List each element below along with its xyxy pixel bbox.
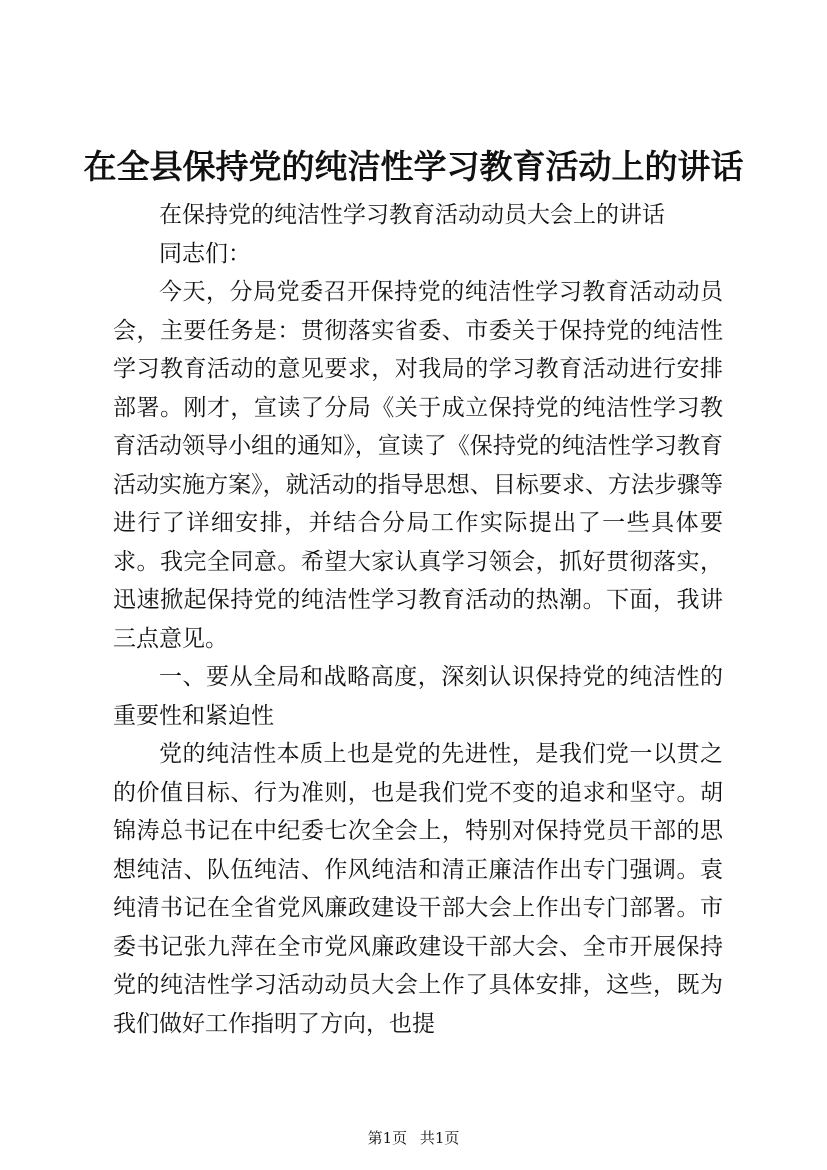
paragraph-salutation: 同志们： — [159, 240, 251, 267]
document-title: 在全县保持党的纯洁性学习教育活动上的讲话 — [83, 147, 744, 186]
paragraph-subtitle: 在保持党的纯洁性学习教育活动动员大会上的讲话 — [159, 202, 665, 228]
paragraph-intro: 今天，分局党委召开保持党的纯洁性学习教育活动动员会，主要任务是：贯彻落实省委、市委关于保持党的纯洁性学习教育活动的意见要求，对我局的学习教育活动进行安排部署。刚才，宣读了分局《关于成立保持党的纯洁性学习教育活动领导小组的通知》，宣读了《保持党的纯洁性学习教育活动实施方案》，就活动的指导思想、目标要求、方法步骤等进行了详细安排，并结合分局工作实际提出了一些具体要求。我完全同意。希望大家认真学习领会，抓好贯彻落实，迅速掀起保持党的纯洁性学习教育活动的热潮。下面，我讲三点意见。 — [113, 279, 723, 652]
page-number-total: 共1页 — [419, 1129, 460, 1147]
page-footer — [0, 1128, 827, 1148]
paragraph-section-body: 党的纯洁性本质上也是党的先进性，是我们党一以贯之的价值目标、行为准则，也是我们党不变的追求和坚守。胡锦涛总书记在中纪委七次全会上，特别对保持党员干部的思想纯洁、队伍纯洁、作风纯洁和清正廉洁作出专门强调。袁纯清书记在全省党风廉政建设干部大会上作出专门部署。市委书记张九萍在全市党风廉政建设干部大会、全市开展保持党的纯洁性学习活动动员大会上作了具体安排，这些，既为我们做好工作指明了方向，也提 — [113, 741, 723, 1037]
page-number-current: 第1页 — [367, 1129, 408, 1147]
document-body — [113, 196, 723, 1043]
paragraph-section-heading: 一、要从全局和战略高度，深刻认识保持党的纯洁性的重要性和紧迫性 — [113, 664, 723, 729]
